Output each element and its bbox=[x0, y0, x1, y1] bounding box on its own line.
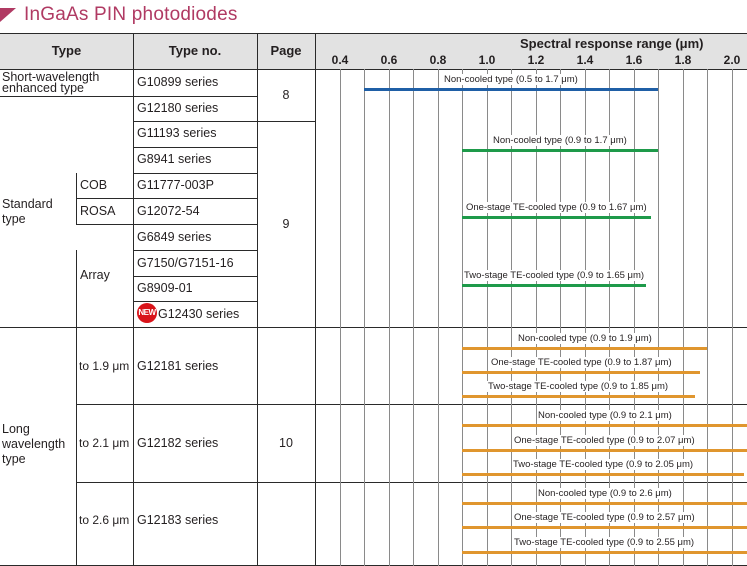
subtype-rosa: ROSA bbox=[80, 204, 116, 218]
rule-rosa-bottom bbox=[76, 224, 133, 225]
col-header-spectral-range: Spectral response range (μm) bbox=[520, 36, 704, 51]
axis-tick-1-2: 1.2 bbox=[527, 53, 545, 67]
spectral-bar-0 bbox=[364, 88, 658, 91]
page-10: 10 bbox=[279, 436, 293, 450]
type-no-g8941: G8941 series bbox=[137, 152, 212, 166]
subtype-to-1-9: to 1.9 μm bbox=[79, 359, 130, 373]
spectral-bar-5 bbox=[462, 371, 700, 374]
spectral-bar-4 bbox=[462, 347, 707, 350]
spectral-bar-label-10: Non-cooled type (0.9 to 2.6 μm) bbox=[538, 488, 672, 499]
page-title: InGaAs PIN photodiodes bbox=[24, 4, 238, 25]
rule-col-page bbox=[315, 33, 316, 566]
spectral-bar-8 bbox=[462, 449, 747, 452]
spectral-bar-label-5: One-stage TE-cooled type (0.9 to 1.87 μm) bbox=[491, 357, 672, 368]
axis-tick-1-8: 1.8 bbox=[674, 53, 692, 67]
type-long-wave-line1: Long bbox=[2, 422, 30, 436]
type-no-g12072: G12072-54 bbox=[137, 204, 200, 218]
spectral-bar-label-0: Non-cooled type (0.5 to 1.7 μm) bbox=[444, 74, 578, 85]
type-no-g12181: G12181 series bbox=[137, 359, 219, 373]
rule-row-1 bbox=[133, 121, 257, 122]
col-header-page: Page bbox=[270, 43, 302, 58]
subtype-cob: COB bbox=[80, 178, 108, 192]
subtype-to-2-6: to 2.6 μm bbox=[79, 513, 130, 527]
spectral-bar-3 bbox=[462, 284, 646, 287]
spectral-bar-1 bbox=[462, 149, 658, 152]
rule-page-8-bottom bbox=[257, 121, 315, 122]
grid-line-0.8 bbox=[438, 69, 439, 566]
spectral-bar-label-3: Two-stage TE-cooled type (0.9 to 1.65 μm) bbox=[464, 270, 645, 281]
grid-line-0.9 bbox=[462, 69, 463, 566]
type-long-wave-line2: wavelength bbox=[2, 437, 66, 451]
grid-line-1.0 bbox=[487, 69, 488, 566]
grid-line-1.8 bbox=[683, 69, 684, 566]
type-no-g12180: G12180 series bbox=[137, 101, 219, 115]
rule-col-type bbox=[133, 33, 134, 566]
axis-tick-1-6: 1.6 bbox=[625, 53, 643, 67]
axis-tick-1-4: 1.4 bbox=[576, 53, 594, 67]
new-badge-icon: NEW bbox=[137, 303, 157, 323]
rule-col-typeno bbox=[257, 33, 258, 566]
spectral-bar-label-11: One-stage TE-cooled type (0.9 to 2.57 μm) bbox=[514, 512, 695, 523]
type-no-g12182: G12182 series bbox=[137, 436, 219, 450]
type-short-wave bbox=[2, 70, 99, 96]
page-9: 9 bbox=[282, 217, 290, 231]
grid-line-2.0 bbox=[732, 69, 733, 566]
rule-row-3 bbox=[133, 173, 257, 174]
rule-short-bottom bbox=[0, 96, 133, 97]
type-no-g12430: G12430 series bbox=[158, 307, 240, 321]
grid-line-0.5 bbox=[364, 69, 365, 566]
type-long-wave-line3: type bbox=[2, 452, 26, 466]
rule-row-2 bbox=[133, 147, 257, 148]
subtype-array: Array bbox=[80, 268, 110, 282]
col-header-type-no: Type no. bbox=[168, 43, 222, 58]
spectral-bar-2 bbox=[462, 216, 651, 219]
col-header-type: Type bbox=[51, 43, 82, 58]
type-short-wave-line2: enhanced type bbox=[2, 81, 85, 95]
rule-row-7 bbox=[133, 276, 257, 277]
rule-cob-bottom bbox=[76, 198, 133, 199]
rule-subtype-standard-a bbox=[76, 173, 77, 224]
spectral-bar-label-8: One-stage TE-cooled type (0.9 to 2.07 μm) bbox=[514, 435, 695, 446]
rule-top bbox=[0, 33, 747, 34]
spectral-bar-7 bbox=[462, 424, 747, 427]
spectral-bar-11 bbox=[462, 526, 747, 529]
subtype-to-2-1: to 2.1 μm bbox=[79, 436, 130, 450]
spectral-bar-label-12: Two-stage TE-cooled type (0.9 to 2.55 μm) bbox=[514, 537, 695, 548]
type-no-g11193: G11193 series bbox=[137, 126, 217, 140]
axis-tick-0-8: 0.8 bbox=[429, 53, 447, 67]
axis-tick-1-0: 1.0 bbox=[478, 53, 496, 67]
type-short-wave-line1: Short-wavelength bbox=[2, 70, 100, 84]
type-no-g6849: G6849 series bbox=[137, 230, 212, 244]
rule-row-0 bbox=[133, 96, 257, 97]
type-no-g10899: G10899 series bbox=[137, 75, 219, 89]
spectral-bar-12 bbox=[462, 551, 747, 554]
spectral-bar-label-9: Two-stage TE-cooled type (0.9 to 2.05 μm) bbox=[513, 459, 694, 470]
rule-row-8 bbox=[133, 301, 257, 302]
spectral-bar-6 bbox=[462, 395, 695, 398]
type-no-g7150: G7150/G7151-16 bbox=[137, 256, 234, 270]
rule-21-bottom bbox=[76, 482, 747, 483]
grid-line-0.4 bbox=[340, 69, 341, 566]
spectral-bar-label-1: Non-cooled type (0.9 to 1.7 μm) bbox=[493, 135, 627, 146]
grid-line-1.9 bbox=[707, 69, 708, 566]
rule-row-5 bbox=[133, 224, 257, 225]
spectral-bar-10 bbox=[462, 502, 747, 505]
rule-row-6 bbox=[133, 250, 257, 251]
axis-tick-0-6: 0.6 bbox=[380, 53, 398, 67]
grid-line-0.6 bbox=[389, 69, 390, 566]
spectral-bar-9 bbox=[462, 473, 744, 476]
spectral-bar-label-6: Two-stage TE-cooled type (0.9 to 1.85 μm) bbox=[488, 381, 669, 392]
axis-tick-2-0: 2.0 bbox=[723, 53, 741, 67]
spectral-bar-label-2: One-stage TE-cooled type (0.9 to 1.67 μm) bbox=[466, 202, 647, 213]
page-8: 8 bbox=[282, 88, 290, 102]
type-standard bbox=[2, 197, 53, 227]
rule-row-4 bbox=[133, 198, 257, 199]
axis-tick-0-4: 0.4 bbox=[331, 53, 349, 67]
rule-subtype-long bbox=[76, 327, 77, 565]
type-standard-line1: Standard bbox=[2, 197, 53, 211]
type-no-g11777: G11777-003P bbox=[137, 178, 214, 192]
grid-line-0.7 bbox=[413, 69, 414, 566]
type-standard-line2: type bbox=[2, 212, 26, 226]
spectral-bar-label-4: Non-cooled type (0.9 to 1.9 μm) bbox=[518, 333, 652, 344]
type-no-g8909: G8909-01 bbox=[137, 281, 193, 295]
type-long-wave bbox=[2, 422, 65, 467]
type-no-g12183: G12183 series bbox=[137, 513, 219, 527]
rule-19-bottom bbox=[76, 404, 747, 405]
spectral-bar-label-7: Non-cooled type (0.9 to 2.1 μm) bbox=[538, 410, 672, 421]
rule-subtype-standard-b bbox=[76, 250, 77, 327]
